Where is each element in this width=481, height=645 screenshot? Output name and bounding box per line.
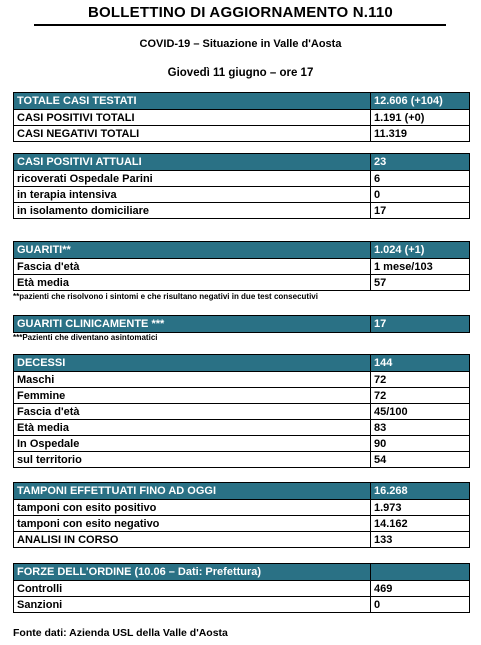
table-header-row: [14, 93, 470, 110]
row-label: Età media: [14, 275, 371, 291]
header-label: DECESSI: [14, 355, 371, 372]
table-row: [14, 126, 470, 142]
row-value: 14.162: [371, 516, 470, 532]
bulletin-title: BOLLETTINO DI AGGIORNAMENTO N.110: [88, 4, 393, 21]
header-value: 17: [371, 316, 470, 333]
header-label: TOTALE CASI TESTATI: [14, 93, 371, 110]
table-header-row: [14, 355, 470, 372]
row-label: Fascia d'età: [14, 404, 371, 420]
row-value: 1 mese/103: [371, 259, 470, 275]
header-value: [371, 564, 470, 581]
header-value: 1.024 (+1): [371, 242, 470, 259]
row-label: CASI NEGATIVI TOTALI: [14, 126, 371, 142]
table-row: [14, 500, 470, 516]
row-label: tamponi con esito positivo: [14, 500, 371, 516]
table-row: [14, 597, 470, 613]
row-value: 17: [371, 203, 470, 219]
guariti-clinicamente-footnote: ***Pazienti che diventano asintomatici: [13, 333, 158, 342]
table-header-row: [14, 483, 470, 500]
bulletin-subtitle: COVID-19 – Situazione in Valle d'Aosta: [139, 38, 342, 50]
row-value: 83: [371, 420, 470, 436]
table-row: [14, 532, 470, 548]
row-value: 6: [371, 171, 470, 187]
row-value: 57: [371, 275, 470, 291]
source-footer: Fonte dati: Azienda USL della Valle d'Aosta: [13, 627, 228, 639]
row-label: in terapia intensiva: [14, 187, 371, 203]
row-label: CASI POSITIVI TOTALI: [14, 110, 371, 126]
guariti-footnote: **pazienti che risolvono i sintomi e che risultano negativi in due test consecutivi: [13, 292, 318, 301]
row-label: tamponi con esito negativo: [14, 516, 371, 532]
row-label: sul territorio: [14, 452, 371, 468]
header-label: GUARITI CLINICAMENTE ***: [14, 316, 371, 333]
table-row: [14, 187, 470, 203]
table-decessi: [13, 354, 470, 468]
header-value: 144: [371, 355, 470, 372]
table-header-row: [14, 154, 470, 171]
table-row: [14, 110, 470, 126]
table-guariti: [13, 241, 470, 291]
header-label: CASI POSITIVI ATTUALI: [14, 154, 371, 171]
table-row: [14, 388, 470, 404]
row-value: 45/100: [371, 404, 470, 420]
header-label: GUARITI**: [14, 242, 371, 259]
header-value: 16.268: [371, 483, 470, 500]
row-value: 90: [371, 436, 470, 452]
row-value: 1.973: [371, 500, 470, 516]
row-value: 0: [371, 597, 470, 613]
row-value: 0: [371, 187, 470, 203]
row-label: ricoverati Ospedale Parini: [14, 171, 371, 187]
row-label: Sanzioni: [14, 597, 371, 613]
table-tamponi: [13, 482, 470, 548]
row-value: 1.191 (+0): [371, 110, 470, 126]
table-header-row: [14, 316, 470, 333]
table-header-row: [14, 242, 470, 259]
table-row: [14, 275, 470, 291]
table-row: [14, 452, 470, 468]
table-row: [14, 203, 470, 219]
table-row: [14, 171, 470, 187]
row-value: 133: [371, 532, 470, 548]
table-row: [14, 420, 470, 436]
row-label: ANALISI IN CORSO: [14, 532, 371, 548]
row-label: Fascia d'età: [14, 259, 371, 275]
table-positivi-attuali: [13, 153, 470, 219]
table-row: [14, 259, 470, 275]
table-forze-ordine: [13, 563, 470, 613]
row-label: Maschi: [14, 372, 371, 388]
table-header-row: [14, 564, 470, 581]
header-label: TAMPONI EFFETTUATI FINO AD OGGI: [14, 483, 371, 500]
table-row: [14, 516, 470, 532]
row-label: Femmine: [14, 388, 371, 404]
table-row: [14, 372, 470, 388]
header-value: 23: [371, 154, 470, 171]
header-value: 12.606 (+104): [371, 93, 470, 110]
bulletin-date: Giovedì 11 giugno – ore 17: [167, 67, 314, 79]
row-value: 11.319: [371, 126, 470, 142]
table-row: [14, 404, 470, 420]
row-label: Controlli: [14, 581, 371, 597]
row-label: In Ospedale: [14, 436, 371, 452]
table-guariti-clinicamente: [13, 315, 470, 333]
title-underline: [34, 24, 446, 26]
table-casi-testati: [13, 92, 470, 142]
row-value: 469: [371, 581, 470, 597]
table-row: [14, 436, 470, 452]
header-label: FORZE DELL'ORDINE (10.06 – Dati: Prefettura): [14, 564, 371, 581]
row-label: Età media: [14, 420, 371, 436]
row-value: 72: [371, 388, 470, 404]
row-value: 72: [371, 372, 470, 388]
row-value: 54: [371, 452, 470, 468]
row-label: in isolamento domiciliare: [14, 203, 371, 219]
table-row: [14, 581, 470, 597]
